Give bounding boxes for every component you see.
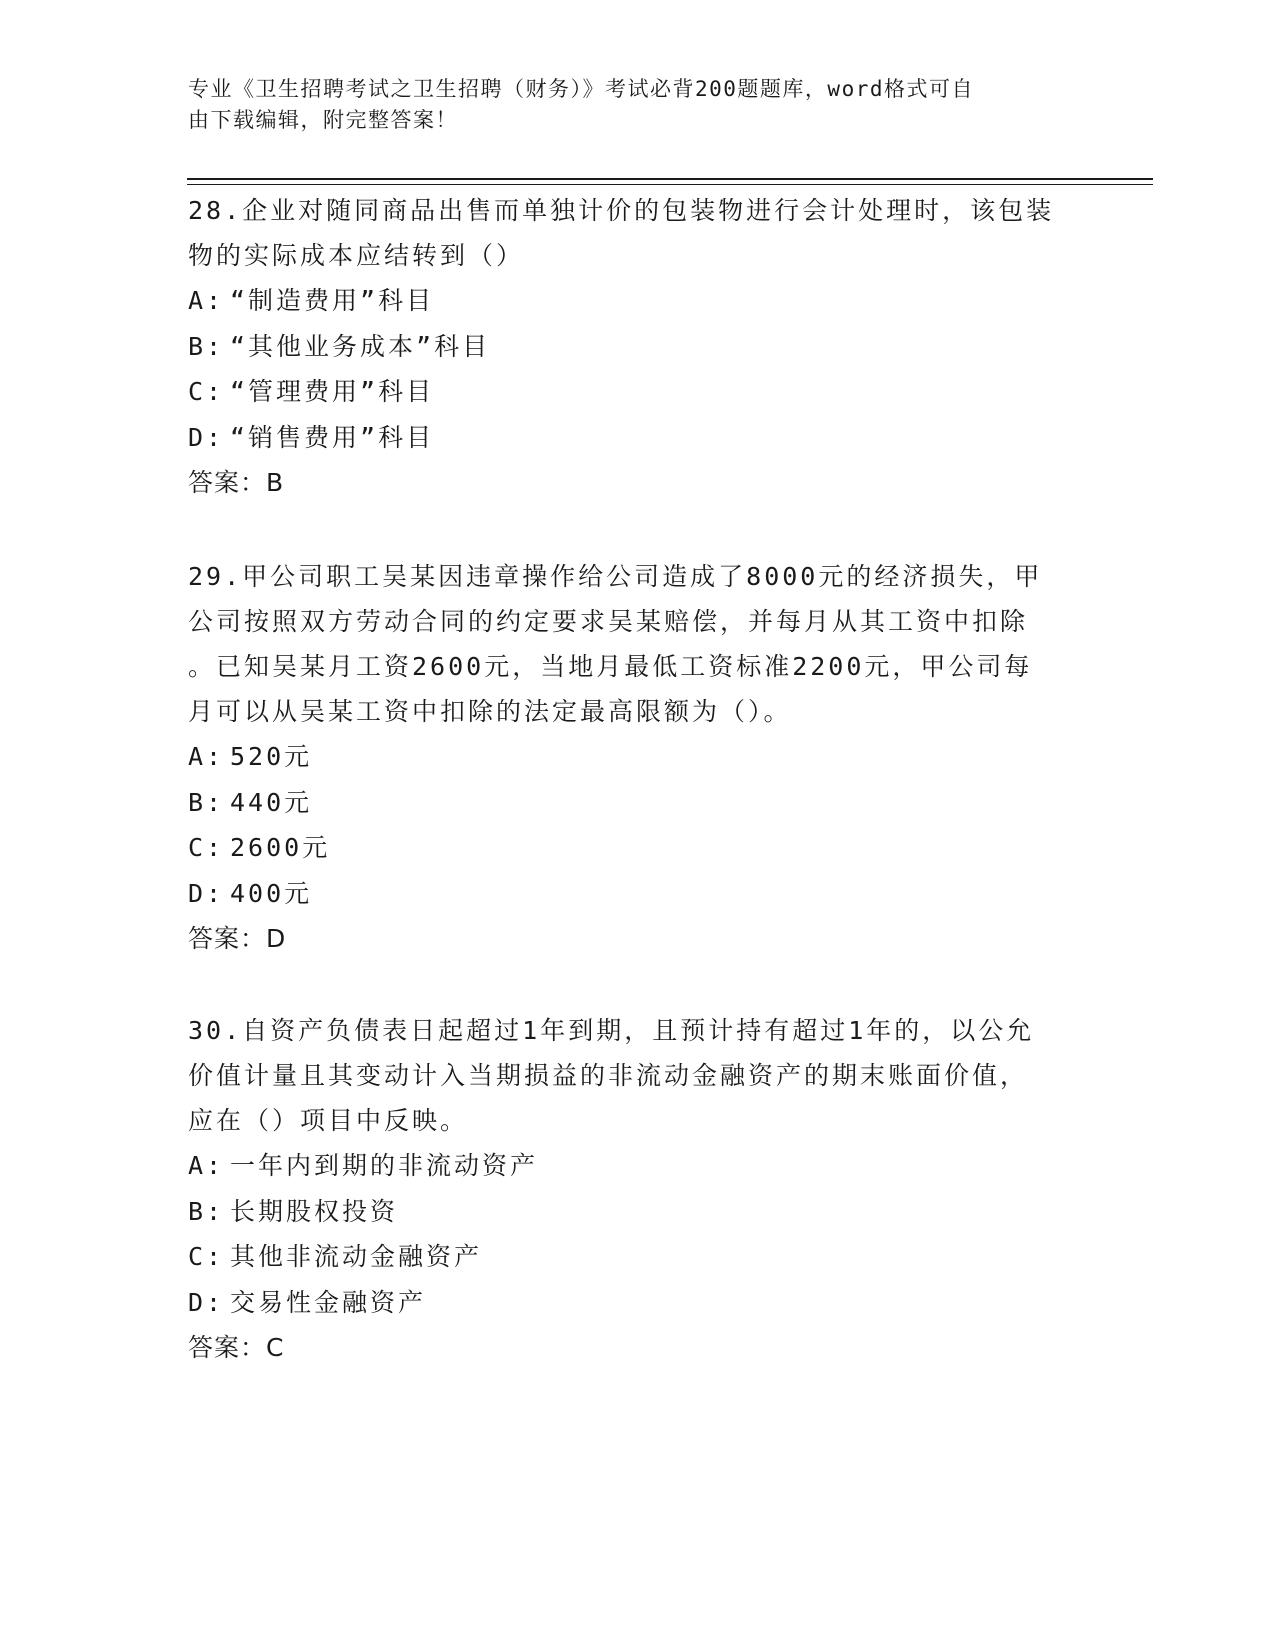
option-letter: B:	[188, 787, 225, 817]
option-text: 其他非流动金融资产	[230, 1242, 483, 1271]
question-stem-line: 。已知吴某月工资2600元，当地月最低工资标准2200元，甲公司每	[188, 652, 1033, 681]
option-c	[188, 825, 1088, 871]
header-line-2: 由下载编辑，附完整答案！	[188, 108, 458, 132]
question-stem-line: 月可以从吴某工资中扣除的法定最高限额为（）。	[188, 697, 792, 726]
question-30	[188, 1008, 1088, 1370]
option-text: “其他业务成本”科目	[230, 331, 491, 361]
question-stem-line: 价值计量且其变动计入当期损益的非流动金融资产的期末账面价值，	[188, 1061, 1029, 1090]
option-text: 520元	[230, 742, 313, 771]
option-d	[188, 1280, 1088, 1326]
option-letter: A:	[188, 286, 225, 315]
option-letter: D:	[188, 422, 225, 452]
option-text: 一年内到期的非流动资产	[230, 1151, 539, 1180]
option-a	[188, 1143, 1088, 1189]
answer-line: 答案：C	[188, 1333, 285, 1362]
option-c	[188, 369, 1088, 415]
question-stem-line: 物的实际成本应结转到（）	[188, 241, 525, 270]
option-d	[188, 871, 1088, 917]
question-stem-line: 29.甲公司职工吴某因违章操作给公司造成了8000元的经济损失，甲	[188, 562, 1043, 591]
header-divider-thin	[187, 184, 1153, 185]
option-text: 2600元	[230, 833, 331, 862]
question-28	[188, 188, 1088, 505]
option-b	[188, 780, 1088, 826]
option-text: “销售费用”科目	[230, 422, 435, 452]
option-letter: C:	[188, 377, 225, 406]
option-text: 400元	[230, 878, 313, 908]
answer-line: 答案：D	[188, 924, 287, 953]
option-text: 交易性金融资产	[230, 1287, 427, 1317]
question-stem-line: 28.企业对随同商品出售而单独计价的包装物进行会计处理时，该包装	[188, 196, 1055, 225]
question-stem-line: 应在（）项目中反映。	[188, 1106, 469, 1135]
option-letter: B:	[188, 331, 225, 361]
option-letter: D:	[188, 1287, 225, 1317]
option-letter: A:	[188, 742, 225, 771]
option-letter: B:	[188, 1196, 225, 1226]
option-text: 440元	[230, 787, 313, 817]
option-text: 长期股权投资	[230, 1196, 399, 1226]
option-text: “制造费用”科目	[230, 286, 435, 315]
option-text: “管理费用”科目	[230, 377, 435, 406]
option-b	[188, 1189, 1088, 1235]
question-stem-line: 公司按照双方劳动合同的约定要求吴某赔偿，并每月从其工资中扣除	[188, 607, 1029, 636]
question-stem-line: 30.自资产负债表日起超过1年到期，且预计持有超过1年的，以公允	[188, 1016, 1035, 1045]
header-divider-thick	[187, 178, 1153, 180]
option-d	[188, 415, 1088, 461]
option-letter: C:	[188, 833, 225, 862]
answer-line: 答案：B	[188, 468, 285, 497]
option-a	[188, 734, 1088, 780]
option-a	[188, 278, 1088, 324]
document-header	[188, 74, 1068, 136]
option-letter: C:	[188, 1242, 225, 1271]
header-line-1: 专业《卫生招聘考试之卫生招聘（财务）》考试必背200题题库，word格式可自	[188, 77, 974, 101]
option-letter: A:	[188, 1151, 225, 1180]
option-letter: D:	[188, 878, 225, 908]
option-c	[188, 1234, 1088, 1280]
question-29	[188, 554, 1088, 961]
option-b	[188, 324, 1088, 370]
